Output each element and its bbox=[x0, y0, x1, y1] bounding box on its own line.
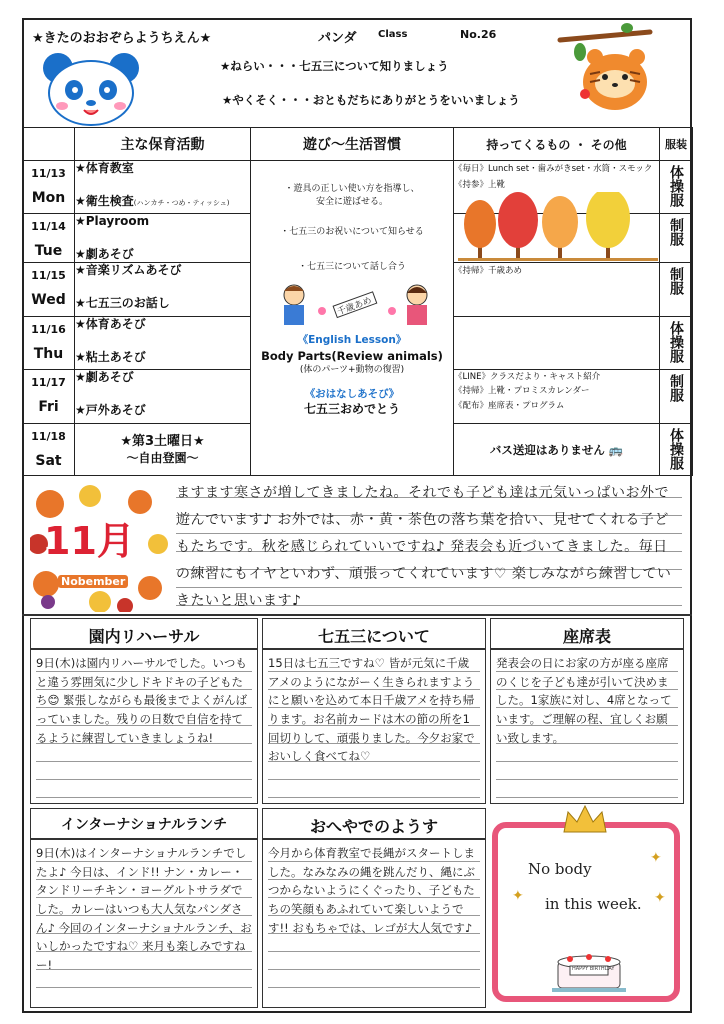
birthday-text-2: in this week. bbox=[545, 895, 642, 913]
weekday-label: Mon bbox=[31, 190, 66, 206]
month-label: Nobember bbox=[58, 575, 128, 588]
sparkle-icon: ✦ bbox=[650, 850, 662, 866]
room-title: おへやでのようす bbox=[309, 817, 438, 836]
divider bbox=[22, 614, 692, 616]
room-text: 今月から体育教室で長縄がスタートしました。なみなみの縄を跳んだり、縄にぶつからないようにくぐったり、子どもたちの笑顔もあふれていて楽しいようです!! おもちゃでは、レゴが大人気です♪ bbox=[268, 844, 480, 1004]
english-lesson-title: 《English Lesson》 bbox=[297, 334, 407, 347]
activity-2: ★粘土あそび bbox=[75, 350, 146, 364]
divider bbox=[30, 838, 258, 840]
activity-1: ★体育あそび bbox=[75, 317, 146, 331]
play-habits-cell bbox=[251, 161, 454, 476]
seating-title: 座席表 bbox=[562, 627, 611, 646]
items-line: 《LINE》クラスだより・キャスト紹介 bbox=[454, 372, 601, 382]
date-column-header bbox=[23, 128, 75, 161]
issue-number: No.26 bbox=[460, 28, 497, 41]
shichigosan-children-illustration bbox=[252, 281, 452, 329]
play-line-2: ・七五三のお祝いについて知らせる bbox=[280, 227, 424, 238]
seating-text: 発表会の日にお家の方が座る座席のくじを子ども達が引いて決めました。1家族に対し、4席となっています。ご理解の程、宜しくお願い致します。 bbox=[496, 654, 678, 800]
class-label: Class bbox=[378, 29, 408, 40]
activity-1: ★体育教室 bbox=[75, 161, 134, 175]
clothes-label: 体操服 bbox=[668, 321, 684, 363]
bus-notice: バス送迎はありません bbox=[489, 442, 605, 457]
bus-icon: 🚌 bbox=[608, 442, 624, 457]
weekday-label: Wed bbox=[31, 292, 66, 308]
lunch-title: インターナショナルランチ bbox=[60, 817, 228, 833]
date-label: 11/13 bbox=[31, 167, 66, 180]
weekday-label: Sat bbox=[35, 453, 62, 469]
class-name: パンダ bbox=[318, 31, 357, 46]
date-label: 11/16 bbox=[31, 323, 66, 336]
items-distribute: 《配布》座席表・プログラム bbox=[454, 400, 565, 411]
activity-note: (ハンカチ・つめ・ティッシュ) bbox=[133, 199, 230, 207]
month-message: ますます寒さが増してきましたね。それでも子ども達は元気いっぱいお外で遊んでいます♪ お外では、赤・黄・茶色の落ち葉を拾い、見せてくれる子どもたちです。秋を感じられていいですね♪ 発表会も近づいてきました。毎日の練習にもイヤといわず、頑張ってくれています♡ 楽しみながら練習していきたいと思います♪ bbox=[176, 480, 682, 610]
date-label: 11/15 bbox=[31, 269, 66, 282]
shichigosan-text: 15日は七五三ですね♡ 皆が元気に千歳アメのようにながーく生きられますようにと願いを込めて本日千歳アメを持ち帰ります。お名前カードは木の節の所を1回切りして、頑張りました。今夕お家でおいしく食べてね♡ bbox=[268, 654, 480, 800]
items-daily: 《毎日》Lunch set・歯みがきset・水筒・スモック bbox=[454, 164, 653, 174]
animal-on-branch-illustration bbox=[555, 22, 665, 114]
date-label: 11/17 bbox=[31, 376, 66, 389]
lunch-text: 9日(木)はインターナショナルランチでしたよ♪ 今日は、インド!! ナン・カレー・タンドリーチキン・ヨーグルトサラダでした。カレーはいつも大人気なパンダさん♪ 今回のインターナショナルランチ、おいしかったですね♡ 来月も楽しみですねー! bbox=[36, 844, 252, 1004]
autumn-trees-illustration bbox=[458, 192, 658, 262]
activity-1: ★Playroom bbox=[75, 214, 150, 228]
crown-icon bbox=[560, 804, 610, 836]
weekday-label: Fri bbox=[38, 399, 59, 415]
english-lesson-subtitle: (体のパーツ+動物の復習) bbox=[299, 365, 405, 376]
rehearsal-title: 園内リハーサル bbox=[88, 627, 200, 646]
school-name: ★きたのおおぞらようちえん★ bbox=[32, 31, 212, 46]
date-label: 11/14 bbox=[31, 220, 66, 233]
play-line-1b: 安全に遊ばせる。 bbox=[315, 196, 388, 207]
sparkle-icon: ✦ bbox=[654, 890, 666, 906]
activity-2: ★戸外あそび bbox=[75, 403, 146, 417]
sparkle-icon: ✦ bbox=[512, 888, 524, 904]
date-label: 11/18 bbox=[31, 430, 66, 443]
rehearsal-text: 9日(木)は園内リハーサルでした。いつもと違う雰囲気に少しドキドキの子どもたち😊 緊張しながらも最後までよくがんばっていました。残りの日数で自信を持てるように練習していきましょうね! bbox=[36, 654, 252, 800]
activity-2: ★七五三のお話し bbox=[75, 296, 170, 310]
clothes-label: 制服 bbox=[668, 374, 684, 402]
clothes-label: 制服 bbox=[668, 218, 684, 246]
story-play-topic: 七五三おめでとう bbox=[303, 402, 400, 417]
weekday-label: Thu bbox=[33, 346, 64, 362]
svg-text:千歳あめ: 千歳あめ bbox=[336, 296, 374, 319]
weekday-label: Tue bbox=[34, 243, 63, 259]
items-take-home: 《持帰》上靴・プロミスカレンダー bbox=[454, 386, 590, 397]
weekly-schedule-table bbox=[22, 127, 693, 476]
divider bbox=[490, 648, 684, 650]
clothes-label: 体操服 bbox=[668, 428, 684, 470]
items-take-home: 《持帰》千歳あめ bbox=[454, 266, 523, 276]
activity-1: ★劇あそび bbox=[75, 370, 134, 384]
play-line-3: ・七五三について話し合う bbox=[298, 261, 406, 272]
items-column-header: 持ってくるもの ・ その他 bbox=[454, 128, 660, 161]
story-play-title: 《おはなしあそび》 bbox=[304, 387, 400, 400]
clothes-label: 体操服 bbox=[668, 165, 684, 207]
play-line-1: ・遊具の正しい使い方を指導し、 bbox=[284, 184, 420, 194]
activity-1: ★第3土曜日★ bbox=[120, 434, 205, 449]
month-number: 11月 bbox=[44, 519, 135, 563]
panda-illustration bbox=[36, 48, 146, 128]
items-bring: 《持参》上靴 bbox=[454, 180, 506, 191]
clothes-label: 制服 bbox=[668, 267, 684, 295]
activity-2: ★劇あそび bbox=[75, 247, 134, 261]
activity-column-header: 主な保育活動 bbox=[75, 128, 251, 161]
promise-text: ★やくそく・・・おともだちにありがとうをいいましょう bbox=[222, 93, 520, 107]
divider bbox=[262, 648, 486, 650]
activity-2: ～自由登園～ bbox=[126, 451, 199, 465]
divider bbox=[30, 648, 258, 650]
cake-label: HAPPY BIRTHDAY bbox=[572, 966, 615, 972]
divider bbox=[262, 838, 486, 840]
shichigosan-title: 七五三について bbox=[318, 627, 430, 646]
english-lesson-topic: Body Parts(Review animals) bbox=[261, 349, 443, 364]
play-column-header: 遊び～生活習慣 bbox=[251, 128, 454, 161]
activity-2: ★衛生検査 bbox=[75, 194, 134, 208]
activity-1: ★音楽リズムあそび bbox=[75, 263, 182, 277]
birthday-text-1: No body bbox=[528, 860, 592, 878]
clothes-column-header: 服装 bbox=[660, 128, 693, 161]
aim-text: ★ねらい・・・七五三について知りましょう bbox=[220, 59, 449, 73]
